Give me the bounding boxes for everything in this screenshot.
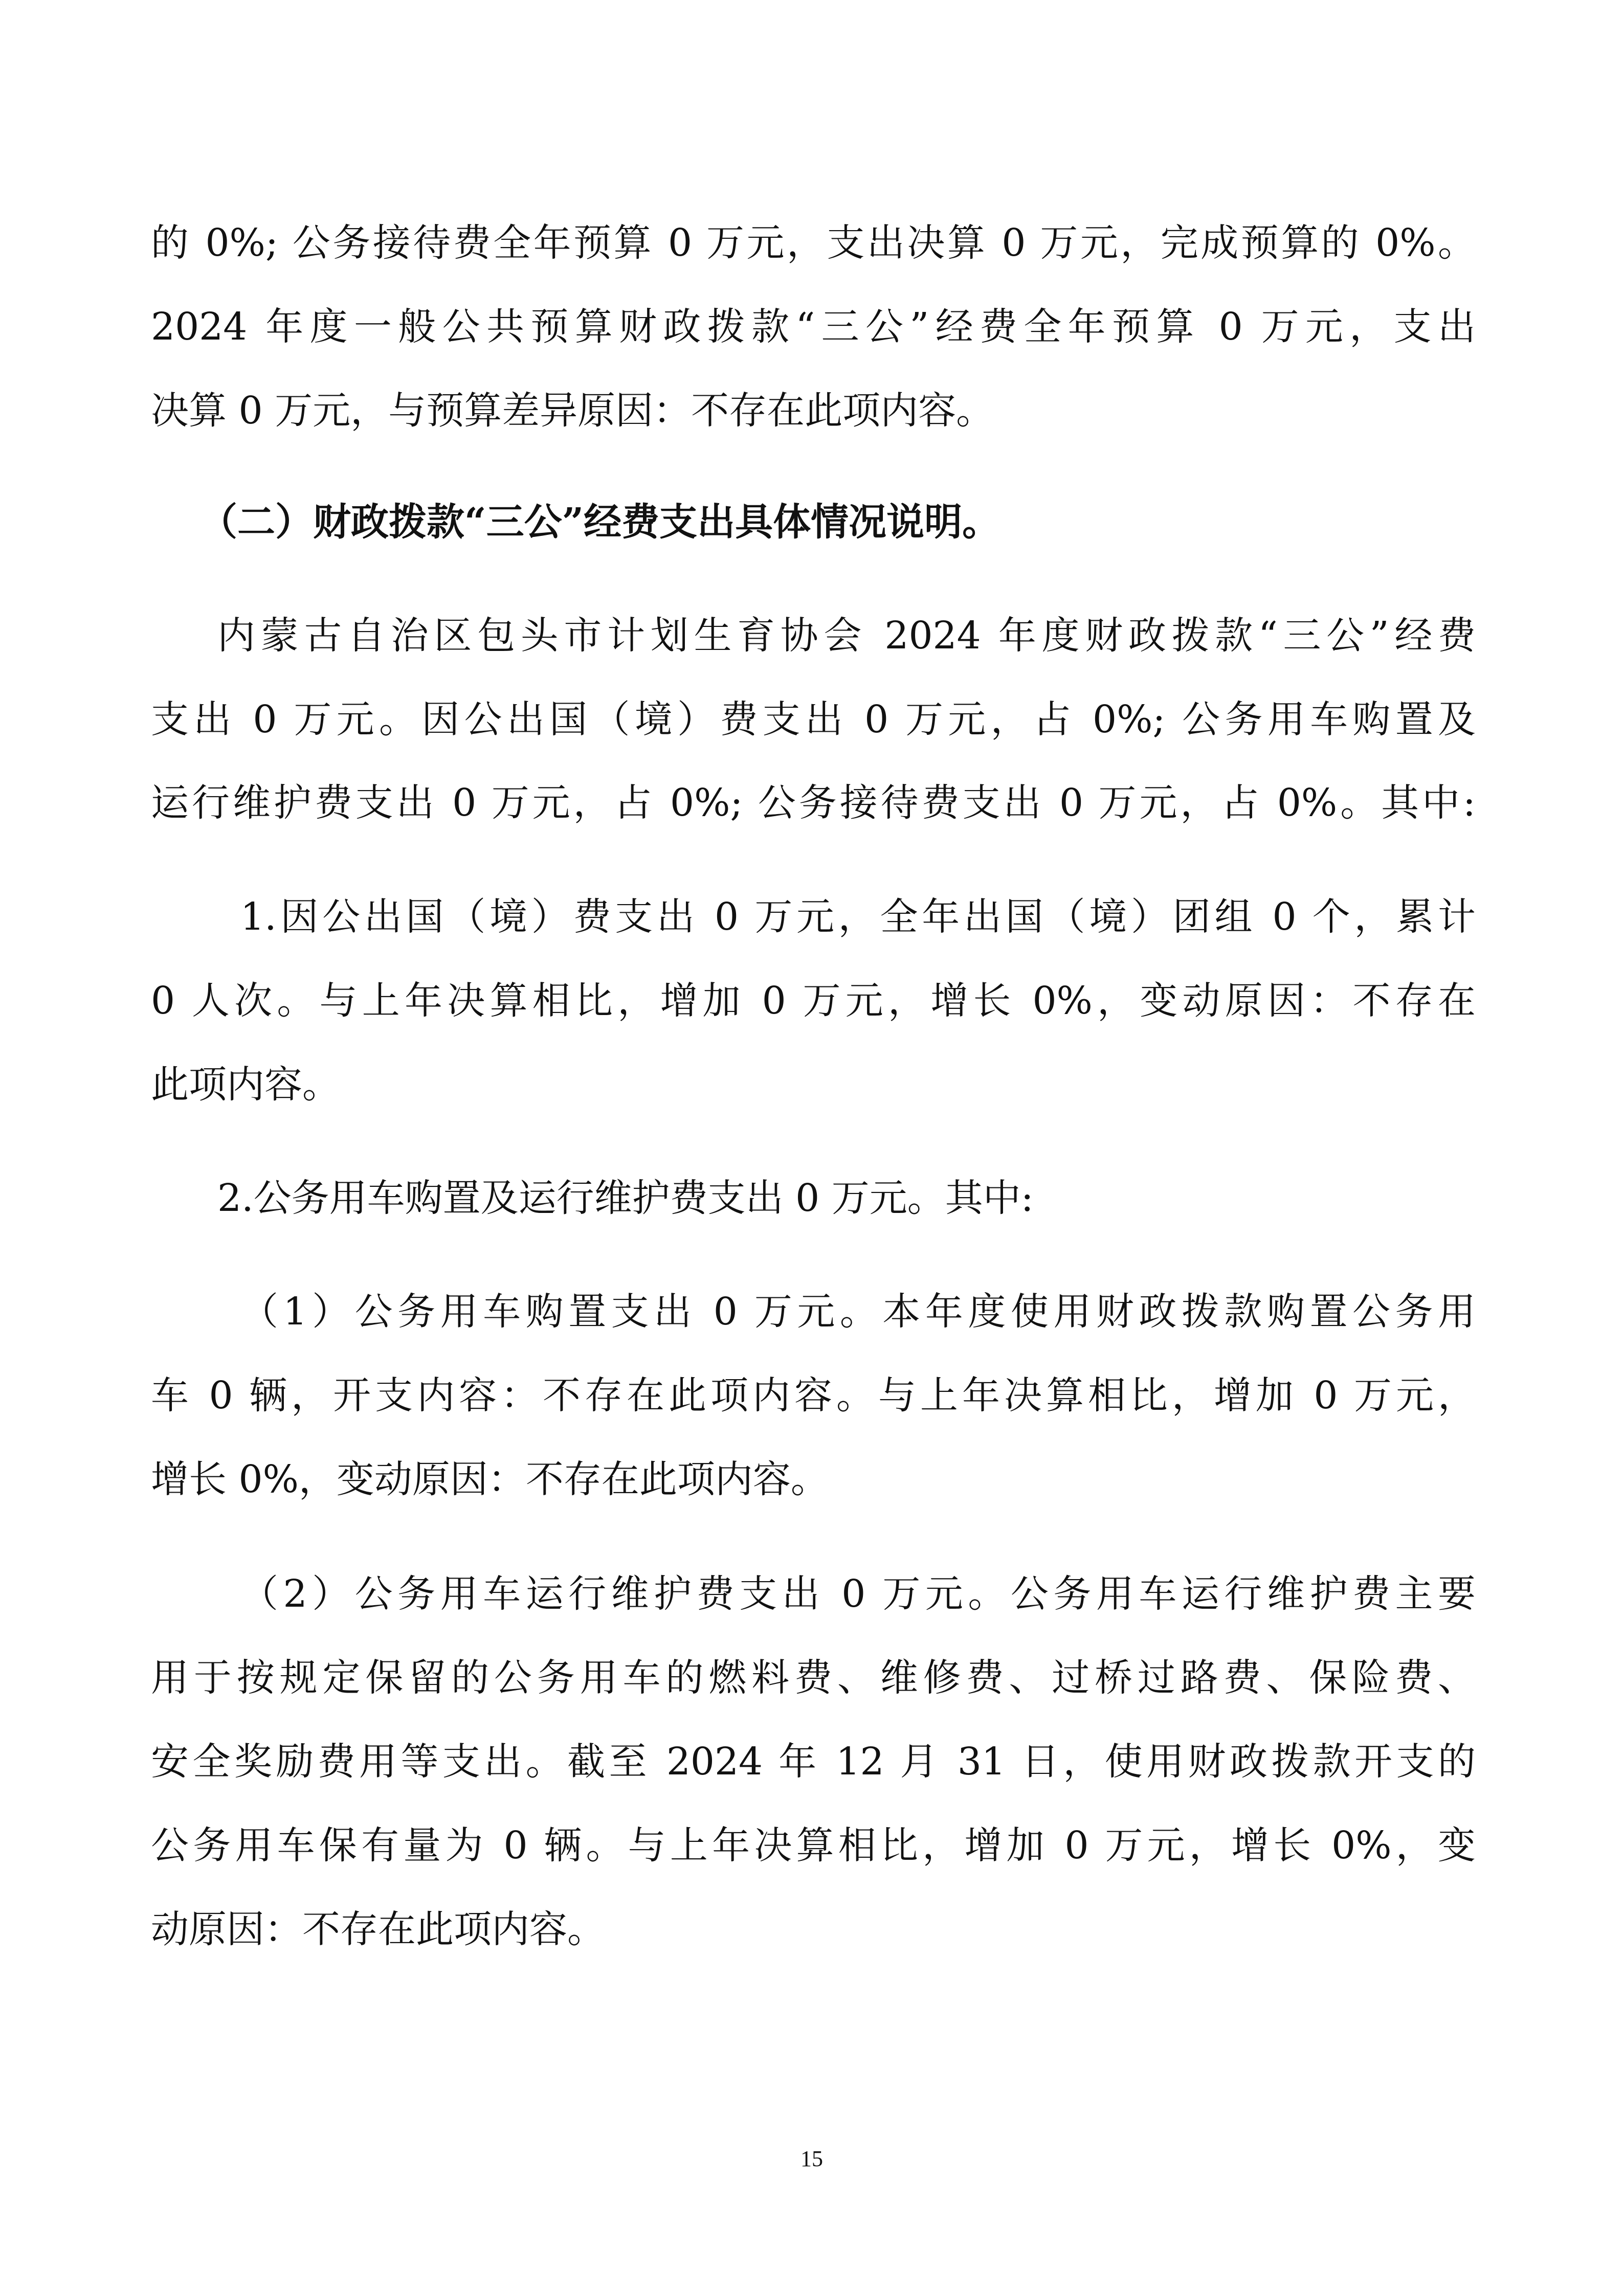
text-line: 用于按规定保留的公务用车的燃料费、维修费、过桥过路费、保险费、	[151, 1656, 1476, 1700]
text-line: （1）公务用车购置支出 0 万元。本年度使用财政拨款购置公务用	[240, 1290, 1476, 1334]
text-line: 增长 0%，变动原因：不存在此项内容。	[151, 1457, 829, 1501]
text-line: 动原因：不存在此项内容。	[151, 1907, 605, 1951]
section-heading: （二）财政拨款“三公”经费支出具体情况说明。	[199, 500, 1000, 544]
text-line: 内蒙古自治区包头市计划生育协会 2024 年度财政拨款“三公”经费	[217, 614, 1476, 658]
text-line: 支出 0 万元。因公出国（境）费支出 0 万元，占 0%; 公务用车购置及	[151, 697, 1476, 741]
text-line: 0 人次。与上年决算相比，增加 0 万元，增长 0%，变动原因：不存在	[151, 979, 1476, 1023]
text-line: 此项内容。	[151, 1063, 340, 1107]
text-line: 2.公务用车购置及运行维护费支出 0 万元。其中:	[217, 1176, 1034, 1220]
text-line: 运行维护费支出 0 万元，占 0%; 公务接待费支出 0 万元，占 0%。其中:	[151, 781, 1476, 825]
text-line: 安全奖励费用等支出。截至 2024 年 12 月 31 日，使用财政拨款开支的	[151, 1740, 1476, 1784]
text-line: 公务用车保有量为 0 辆。与上年决算相比，增加 0 万元，增长 0%，变	[151, 1824, 1476, 1867]
page-number: 15	[800, 2146, 823, 2171]
text-line: 2024 年度一般公共预算财政拨款“三公”经费全年预算 0 万元，支出	[151, 305, 1476, 349]
text-line: 车 0 辆，开支内容：不存在此项内容。与上年决算相比，增加 0 万元，	[151, 1374, 1476, 1417]
text-line: （2）公务用车运行维护费支出 0 万元。公务用车运行维护费主要	[240, 1572, 1476, 1616]
text-line: 的 0%; 公务接待费全年预算 0 万元，支出决算 0 万元，完成预算的 0%。	[151, 221, 1476, 265]
text-line: 1.因公出国（境）费支出 0 万元，全年出国（境）团组 0 个，累计	[240, 895, 1476, 939]
text-line: 决算 0 万元，与预算差异原因：不存在此项内容。	[151, 389, 994, 433]
